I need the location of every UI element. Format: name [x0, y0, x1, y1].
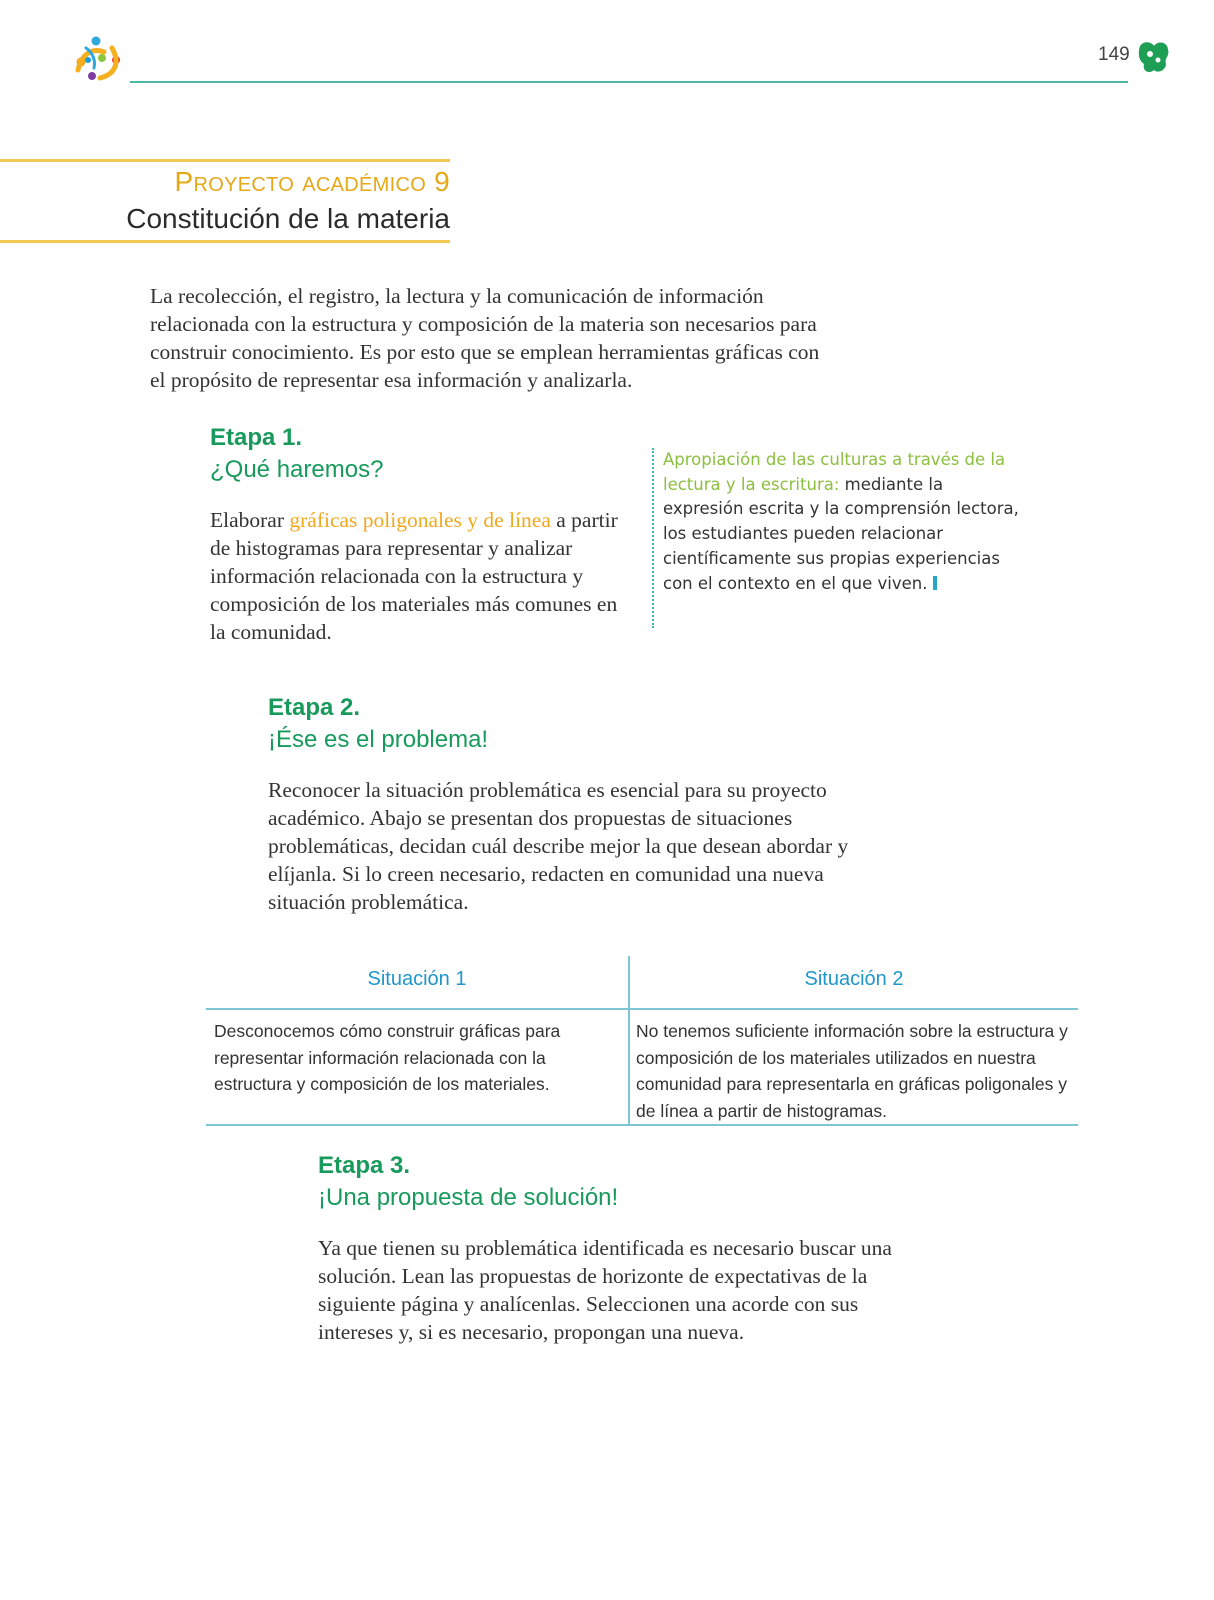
logo-icon [72, 34, 126, 88]
sidebar-note [652, 448, 1023, 628]
etapa-2-text: Reconocer la situación problemática es esencial para su proyecto académico. Abajo se presentan dos propuestas de situaciones problemáticas, decidan cuál describe mejor la que desean abordar y elíjanla. Si lo creen necesario, redacten en comunidad una nueva situación problemática. [268, 778, 849, 914]
page-title: Constitución de la materia [126, 203, 450, 234]
intro-paragraph: La recolección, el registro, la lectura y la comunicación de información relacionada con la estructura y composición de la materia son necesarios para construir conocimiento. Es por esto que se emplean herramientas gráficas con el propósito de representar esa información y analizarla. [150, 284, 820, 392]
etapa-1-text-rest: a partir de histogramas para representar y analizar información relacionada con la estructura y composición de los materiales más comunes en la comunidad. [210, 508, 618, 644]
table-column-divider [628, 956, 630, 1124]
etapa-1-text-highlight: gráficas poligonales y de línea [289, 508, 551, 532]
project-kicker: Proyecto académico 9 [174, 166, 450, 197]
table-bottom-rule [206, 1124, 1078, 1126]
table-header-situacion-2: Situación 2 [804, 968, 904, 990]
sidebar-highlight: Apropiación de las culturas a través de la lectura y la escritura: [663, 450, 1006, 494]
table-cell-situacion-2: No tenemos suficiente información sobre la estructura y composición de los materiales utilizados en nuestra comunidad para representarla en gráficas poligonales y de línea a partir de histogramas. [636, 1021, 1068, 1121]
etapa-1-text [210, 506, 630, 646]
etapa-1-subtitle: ¿Qué haremos? [210, 456, 384, 483]
situations-table [206, 956, 1078, 1124]
end-mark-icon [933, 576, 937, 590]
title-rule-top [0, 159, 450, 162]
sidebar-text: mediante la expresión escrita y la comprensión lectora, los estudiantes pueden relacionar científicamente sus propias experiencias con el contexto en el que viven. [663, 474, 1019, 593]
title-rule-bottom [0, 240, 450, 243]
table-header-situacion-1: Situación 1 [367, 968, 467, 990]
header-rule [130, 81, 1128, 83]
table-header-rule [206, 1008, 1078, 1010]
page-mark-icon [1136, 38, 1172, 76]
etapa-3-subtitle: ¡Una propuesta de solución! [318, 1184, 619, 1211]
table-cell-situacion-1: Desconocemos cómo construir gráficas para representar información relacionada con la estructura y composición de los materiales. [214, 1021, 561, 1094]
page-number: 149 [1098, 44, 1130, 65]
etapa-3-label: Etapa 3. [318, 1152, 411, 1179]
etapa-1-label: Etapa 1. [210, 424, 303, 451]
etapa-3-text: Ya que tienen su problemática identificada es necesario buscar una solución. Lean las propuestas de horizonte de expectativas de la siguiente página y analícenlas. Seleccionen una acorde con sus intereses y, si es necesario, propongan una nueva. [318, 1236, 892, 1344]
etapa-2-label: Etapa 2. [268, 694, 361, 721]
etapa-1-text-lead: Elaborar [210, 508, 290, 532]
etapa-2-subtitle: ¡Ése es el problema! [268, 726, 489, 753]
